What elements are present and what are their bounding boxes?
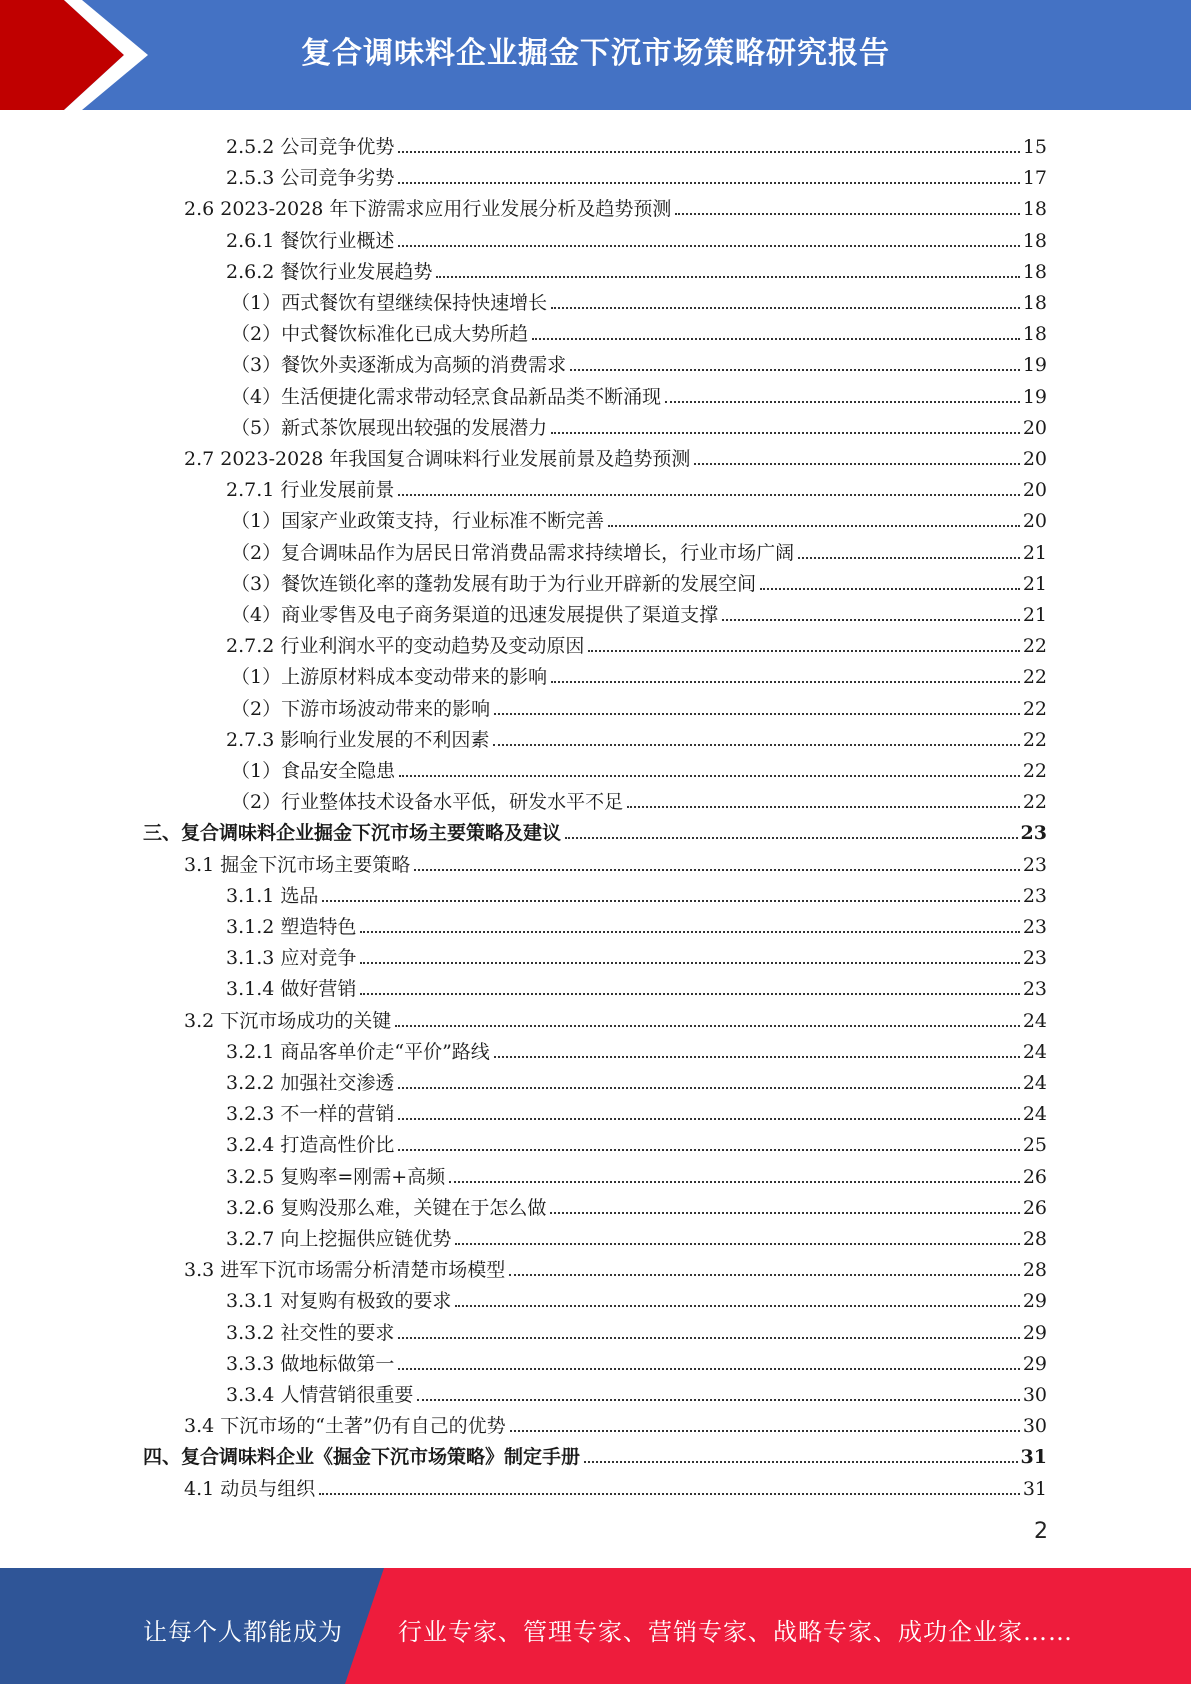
toc-entry-title: 3.2.6 复购没那么难，关键在于怎么做 (226, 1196, 547, 1219)
toc-entry[interactable] (226, 1032, 1047, 1063)
toc-entry-page: 22 (1022, 791, 1047, 814)
toc-dot-leader (398, 151, 1019, 153)
toc-entry-page: 22 (1022, 760, 1047, 782)
toc-dot-leader (608, 525, 1020, 527)
toc-dot-leader (551, 432, 1020, 434)
toc-entry-page: 21 (1022, 572, 1047, 595)
footer-tagline: 行业专家、管理专家、营销专家、战略专家、成功企业家…… (398, 1618, 1073, 1646)
toc-entry-title: 2.5.3 公司竞争劣势 (226, 167, 395, 190)
toc-entry-page: 18 (1022, 229, 1047, 252)
toc-entry[interactable] (226, 470, 1047, 501)
toc-entry-page: 25 (1022, 1134, 1047, 1157)
toc-entry[interactable] (231, 751, 1047, 782)
toc-entry[interactable] (226, 626, 1047, 657)
toc-dot-leader (550, 1212, 1019, 1214)
toc-dot-leader (398, 1337, 1019, 1339)
toc-dot-leader (398, 1087, 1019, 1089)
footer-slogan: 让每个人都能成为 (143, 1618, 343, 1646)
toc-dot-leader (449, 1181, 1020, 1183)
toc-entry[interactable] (226, 1188, 1047, 1219)
toc-entry-title: 3.2.7 向上挖掘供应链优势 (226, 1228, 452, 1250)
toc-entry-page: 19 (1022, 385, 1047, 408)
toc-dot-leader (584, 1461, 1018, 1463)
toc-entry[interactable] (231, 689, 1047, 720)
toc-dot-leader (398, 245, 1019, 247)
report-title: 复合调味料企业掘金下沉市场策略研究报告 (301, 36, 890, 71)
toc-dot-leader (510, 1430, 1020, 1432)
toc-entry-title: （5）新式茶饮展现出较强的发展潜力 (231, 416, 548, 439)
toc-dot-leader (455, 1305, 1019, 1307)
toc-entry-page: 24 (1022, 1009, 1047, 1032)
toc-entry-page: 31 (1020, 1446, 1047, 1469)
toc-entry-title: （4）商业零售及电子商务渠道的迅速发展提供了渠道支撑 (231, 604, 719, 626)
toc-entry[interactable] (143, 813, 1047, 844)
toc-entry-page: 21 (1022, 541, 1047, 564)
toc-entry[interactable] (231, 533, 1047, 564)
toc-entry[interactable] (184, 439, 1047, 470)
toc-entry-title: （2）中式餐饮标准化已成大势所趋 (231, 323, 529, 346)
toc-entry-title: 2.7 2023-2028 年我国复合调味料行业发展前景及趋势预测 (184, 448, 691, 470)
toc-dot-leader (319, 1493, 1020, 1495)
toc-entry-title: 2.6.2 餐饮行业发展趋势 (226, 260, 433, 283)
toc-entry-title: 四、复合调味料企业《掘金下沉市场策略》制定手册 (143, 1446, 581, 1469)
toc-entry[interactable] (231, 501, 1047, 532)
toc-dot-leader (494, 713, 1020, 715)
toc-entry[interactable] (231, 657, 1047, 688)
toc-dot-leader (493, 744, 1019, 746)
toc-entry-title: 3.1 掘金下沉市场主要策略 (184, 853, 411, 876)
toc-entry-title: 3.2 下沉市场成功的关键 (184, 1009, 392, 1032)
toc-entry-title: 3.2.1 商品客单价走“平价”路线 (226, 1040, 490, 1063)
toc-dot-leader (509, 1274, 1020, 1276)
toc-dot-leader (398, 1368, 1019, 1370)
toc-dot-leader (565, 837, 1018, 839)
toc-entry[interactable] (231, 408, 1047, 439)
toc-entry-page: 18 (1022, 323, 1047, 346)
toc-entry-page: 30 (1022, 1415, 1047, 1438)
toc-entry[interactable] (231, 564, 1047, 595)
toc-entry-page: 20 (1022, 479, 1047, 502)
toc-entry-title: 3.3.4 人情营销很重要 (226, 1384, 414, 1406)
toc-entry-page: 23 (1022, 853, 1047, 876)
toc-dot-leader (395, 1025, 1020, 1027)
toc-dot-leader (360, 993, 1019, 995)
toc-entry[interactable] (226, 907, 1047, 938)
toc-dot-leader (494, 1056, 1020, 1058)
toc-entry-page: 22 (1022, 697, 1047, 720)
toc-entry-title: 3.1.2 塑造特色 (226, 916, 357, 938)
toc-entry-page: 22 (1022, 666, 1047, 689)
toc-dot-leader (398, 1118, 1019, 1120)
toc-dot-leader (414, 869, 1020, 871)
toc-entry-page: 26 (1022, 1196, 1047, 1219)
toc-entry[interactable] (226, 252, 1047, 283)
toc-dot-leader (322, 900, 1019, 902)
toc-entry-page: 22 (1022, 635, 1047, 658)
toc-entry[interactable] (226, 1094, 1047, 1125)
toc-entry[interactable] (231, 377, 1047, 408)
toc-dot-leader (551, 307, 1020, 309)
toc-entry[interactable] (226, 1125, 1047, 1156)
toc-entry[interactable] (226, 876, 1047, 907)
toc-dot-leader (760, 588, 1020, 590)
toc-dot-leader (398, 494, 1019, 496)
toc-dot-leader (551, 681, 1020, 683)
toc-entry-page: 23 (1022, 884, 1047, 907)
toc-entry[interactable] (231, 345, 1047, 376)
toc-entry-title: （3）餐饮外卖逐渐成为高频的消费需求 (231, 354, 567, 377)
toc-entry[interactable] (226, 221, 1047, 252)
toc-entry-page: 20 (1022, 510, 1047, 533)
toc-entry-title: （2）复合调味品作为居民日常消费品需求持续增长，行业市场广阔 (231, 541, 795, 564)
toc-entry-title: （2）行业整体技术设备水平低，研发水平不足 (231, 791, 624, 814)
toc-dot-leader (360, 962, 1019, 964)
toc-entry[interactable] (226, 1375, 1047, 1406)
toc-entry[interactable] (231, 595, 1047, 626)
toc-dot-leader (627, 806, 1020, 808)
toc-entry[interactable] (231, 283, 1047, 314)
toc-entry-title: 三、复合调味料企业掘金下沉市场主要策略及建议 (143, 822, 562, 845)
toc-entry-title: （2）下游市场波动带来的影响 (231, 697, 491, 720)
toc-entry-page: 23 (1022, 947, 1047, 970)
toc-dot-leader (399, 775, 1020, 777)
toc-dot-leader (722, 619, 1020, 621)
toc-entry-title: 2.5.2 公司竞争优势 (226, 136, 395, 158)
toc-entry-title: 3.2.3 不一样的营销 (226, 1103, 395, 1126)
toc-entry-page: 30 (1022, 1384, 1047, 1406)
toc-dot-leader (532, 338, 1020, 340)
toc-entry-page: 23 (1020, 822, 1047, 845)
toc-entry[interactable] (184, 1001, 1047, 1032)
toc-entry[interactable] (226, 1219, 1047, 1250)
toc-entry-page: 15 (1022, 136, 1047, 158)
toc-entry-page: 24 (1022, 1103, 1047, 1126)
toc-entry-page: 19 (1022, 354, 1047, 377)
toc-entry[interactable] (184, 1469, 1047, 1500)
toc-entry-title: 3.2.5 复购率=刚需+高频 (226, 1165, 446, 1188)
toc-entry-title: （1）西式餐饮有望继续保持快速增长 (231, 292, 548, 314)
toc-entry-title: 3.3 进军下沉市场需分析清楚市场模型 (184, 1259, 506, 1282)
toc-entry[interactable] (184, 1250, 1047, 1281)
toc-entry-title: 2.7.3 影响行业发展的不利因素 (226, 728, 490, 751)
toc-entry[interactable] (226, 1281, 1047, 1312)
toc-dot-leader (398, 182, 1019, 184)
toc-dot-leader (398, 1149, 1019, 1151)
toc-entry-page: 18 (1022, 292, 1047, 314)
toc-entry-page: 21 (1022, 604, 1047, 626)
toc-entry-title: 3.3.3 做地标做第一 (226, 1352, 395, 1375)
toc-entry[interactable] (184, 845, 1047, 876)
toc-entry-page: 24 (1022, 1040, 1047, 1063)
toc-entry[interactable] (226, 969, 1047, 1000)
toc-entry-page: 31 (1022, 1477, 1047, 1500)
page-header (0, 0, 1191, 110)
toc-entry[interactable] (143, 1437, 1047, 1468)
toc-dot-leader (798, 557, 1020, 559)
toc-dot-leader (360, 931, 1019, 933)
toc-entry[interactable] (226, 720, 1047, 751)
toc-entry-page: 18 (1022, 260, 1047, 283)
toc-entry-title: （1）食品安全隐患 (231, 760, 396, 782)
toc-entry[interactable] (231, 314, 1047, 345)
toc-entry[interactable] (226, 938, 1047, 969)
toc-entry-page: 23 (1022, 978, 1047, 1001)
toc-entry-title: 2.6 2023-2028 年下游需求应用行业发展分析及趋势预测 (184, 198, 672, 221)
toc-entry[interactable] (226, 1344, 1047, 1375)
toc-entry-title: 3.3.1 对复购有极致的要求 (226, 1290, 452, 1313)
toc-entry-page: 23 (1022, 916, 1047, 938)
toc-dot-leader (675, 213, 1019, 215)
toc-entry-page: 28 (1022, 1259, 1047, 1282)
toc-entry-page: 18 (1022, 198, 1047, 221)
toc-entry-title: 3.1.3 应对竞争 (226, 947, 357, 970)
toc-entry-page: 20 (1022, 448, 1047, 470)
toc-entry-page: 24 (1022, 1072, 1047, 1094)
toc-entry-title: 3.2.4 打造高性价比 (226, 1134, 395, 1157)
toc-entry-title: 3.1.4 做好营销 (226, 978, 357, 1001)
toc-entry-title: 4.1 动员与组织 (184, 1477, 316, 1500)
toc-dot-leader (588, 650, 1019, 652)
toc-dot-leader (455, 1243, 1019, 1245)
toc-entry-page: 29 (1022, 1290, 1047, 1313)
toc-entry-title: （1）国家产业政策支持，行业标准不断完善 (231, 510, 605, 533)
toc-entry-page: 29 (1022, 1321, 1047, 1344)
toc-entry[interactable] (184, 189, 1047, 220)
page-footer (0, 1568, 1191, 1684)
toc-dot-leader (570, 369, 1020, 371)
toc-entry[interactable] (226, 1157, 1047, 1188)
toc-entry-title: （1）上游原材料成本变动带来的影响 (231, 666, 548, 689)
page-number: 2 (1034, 1519, 1048, 1544)
toc-entry-title: 3.2.2 加强社交渗透 (226, 1072, 395, 1094)
toc-dot-leader (436, 276, 1019, 278)
toc-dot-leader (417, 1399, 1019, 1401)
toc-entry[interactable] (231, 782, 1047, 813)
toc-entry[interactable] (184, 1406, 1047, 1437)
toc-entry[interactable] (226, 1313, 1047, 1344)
toc-entry-page: 29 (1022, 1352, 1047, 1375)
toc-dot-leader (665, 401, 1020, 403)
toc-entry-title: 3.1.1 选品 (226, 884, 319, 907)
toc-entry-title: 2.6.1 餐饮行业概述 (226, 229, 395, 252)
toc-entry-page: 26 (1022, 1165, 1047, 1188)
toc-entry-title: 2.7.2 行业利润水平的变动趋势及变动原因 (226, 635, 585, 658)
toc-entry-title: （4）生活便捷化需求带动轻烹食品新品类不断涌现 (231, 385, 662, 408)
toc-entry[interactable] (226, 127, 1047, 158)
toc-entry-page: 22 (1022, 728, 1047, 751)
toc-entry-title: 3.4 下沉市场的“土著”仍有自己的优势 (184, 1415, 506, 1438)
toc-entry[interactable] (226, 1063, 1047, 1094)
toc-entry-title: 2.7.1 行业发展前景 (226, 479, 395, 502)
toc-dot-leader (694, 463, 1019, 465)
toc-entry-page: 28 (1022, 1228, 1047, 1250)
toc-entry[interactable] (226, 158, 1047, 189)
toc-entry-title: （3）餐饮连锁化率的蓬勃发展有助于为行业开辟新的发展空间 (231, 572, 757, 595)
toc-entry-title: 3.3.2 社交性的要求 (226, 1321, 395, 1344)
toc-entry-page: 17 (1022, 167, 1047, 190)
toc-entry-page: 20 (1022, 416, 1047, 439)
